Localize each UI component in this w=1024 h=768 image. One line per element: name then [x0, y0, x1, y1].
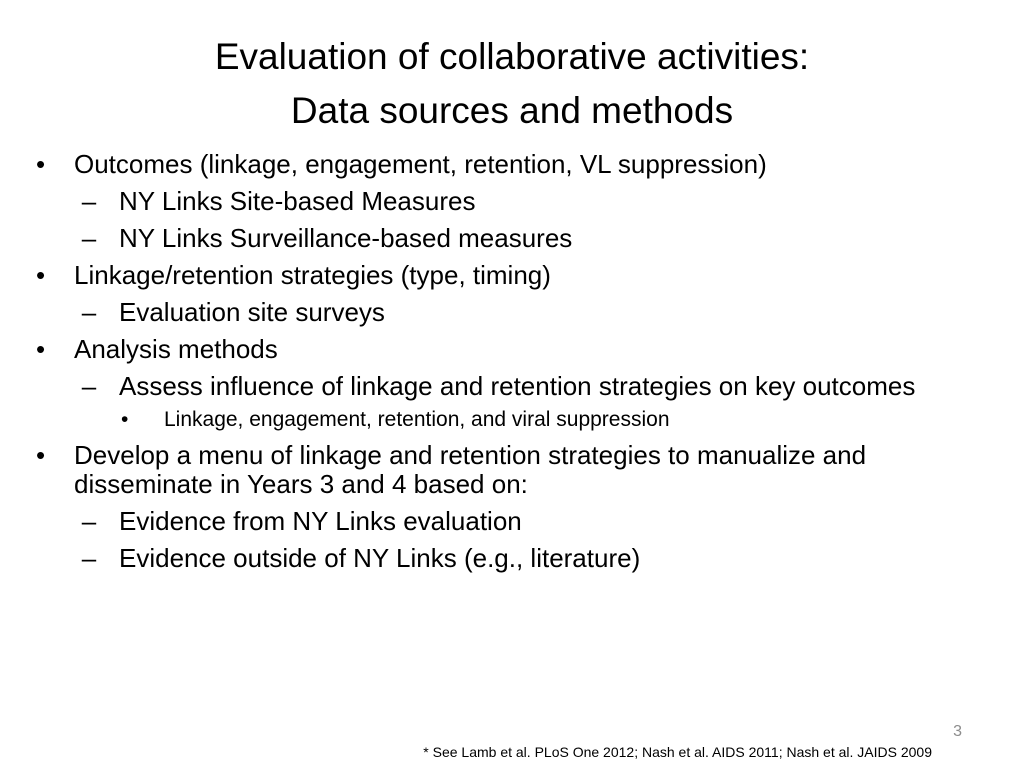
bullet-item-develop-menu: [30, 441, 990, 573]
slide-title: [0, 30, 1024, 138]
sub-bullet-item: [74, 224, 990, 253]
bullet-text: Linkage/retention strategies (type, timing): [74, 260, 551, 290]
sub-bullet-list: [74, 372, 990, 433]
bullet-icon: •: [36, 440, 46, 470]
sub-bullet-list: [74, 298, 990, 327]
sub-bullet-text: NY Links Site-based Measures: [119, 186, 476, 216]
bullet-icon: •: [121, 408, 129, 431]
footnote: * See Lamb et al. PLoS One 2012; Nash et al. AIDS 2011; Nash et al. JAIDS 2009: [423, 744, 932, 760]
bullet-icon: •: [36, 260, 46, 290]
dash-icon: –: [81, 506, 97, 536]
bullet-item-analysis: [30, 335, 990, 433]
sub-bullet-text: NY Links Surveillance-based measures: [119, 223, 573, 253]
bullet-text: Analysis methods: [74, 334, 278, 364]
sub-bullet-item: [74, 298, 990, 327]
slide-title-line-1: Evaluation of collaborative activities:: [214, 36, 810, 77]
dash-icon: –: [81, 371, 97, 401]
bullet-text: Develop a menu of linkage and retention strategies to manualize and disseminate in Years 3 and 4 based on:: [74, 440, 867, 499]
sub-bullet-item: [74, 187, 990, 216]
slide-title-line-2: Data sources and methods: [290, 90, 734, 131]
sub-bullet-text: Evaluation site surveys: [119, 297, 385, 327]
dash-icon: –: [81, 223, 97, 253]
sub-bullet-text: Assess influence of linkage and retention strategies on key outcomes: [119, 371, 916, 401]
bullet-item-strategies: [30, 261, 990, 327]
sub-sub-bullet-list: [119, 407, 990, 433]
dash-icon: –: [81, 543, 97, 573]
bullet-list: [30, 150, 990, 581]
sub-bullet-text: Evidence from NY Links evaluation: [119, 506, 522, 536]
bullet-icon: •: [36, 334, 46, 364]
dash-icon: –: [81, 186, 97, 216]
sub-bullet-item: [74, 372, 990, 433]
bullet-text: Outcomes (linkage, engagement, retention, VL suppression): [74, 149, 767, 179]
bullet-icon: •: [36, 149, 46, 179]
sub-sub-bullet-text: Linkage, engagement, retention, and viral suppression: [164, 408, 670, 431]
sub-bullet-item: [74, 544, 990, 573]
dash-icon: –: [81, 297, 97, 327]
page-number: 3: [953, 723, 962, 740]
sub-bullet-list: [74, 507, 990, 573]
bullet-item-outcomes: [30, 150, 990, 253]
sub-sub-bullet-item: [119, 407, 990, 433]
sub-bullet-list: [74, 187, 990, 253]
sub-bullet-text: Evidence outside of NY Links (e.g., literature): [119, 543, 641, 573]
sub-bullet-item: [74, 507, 990, 536]
